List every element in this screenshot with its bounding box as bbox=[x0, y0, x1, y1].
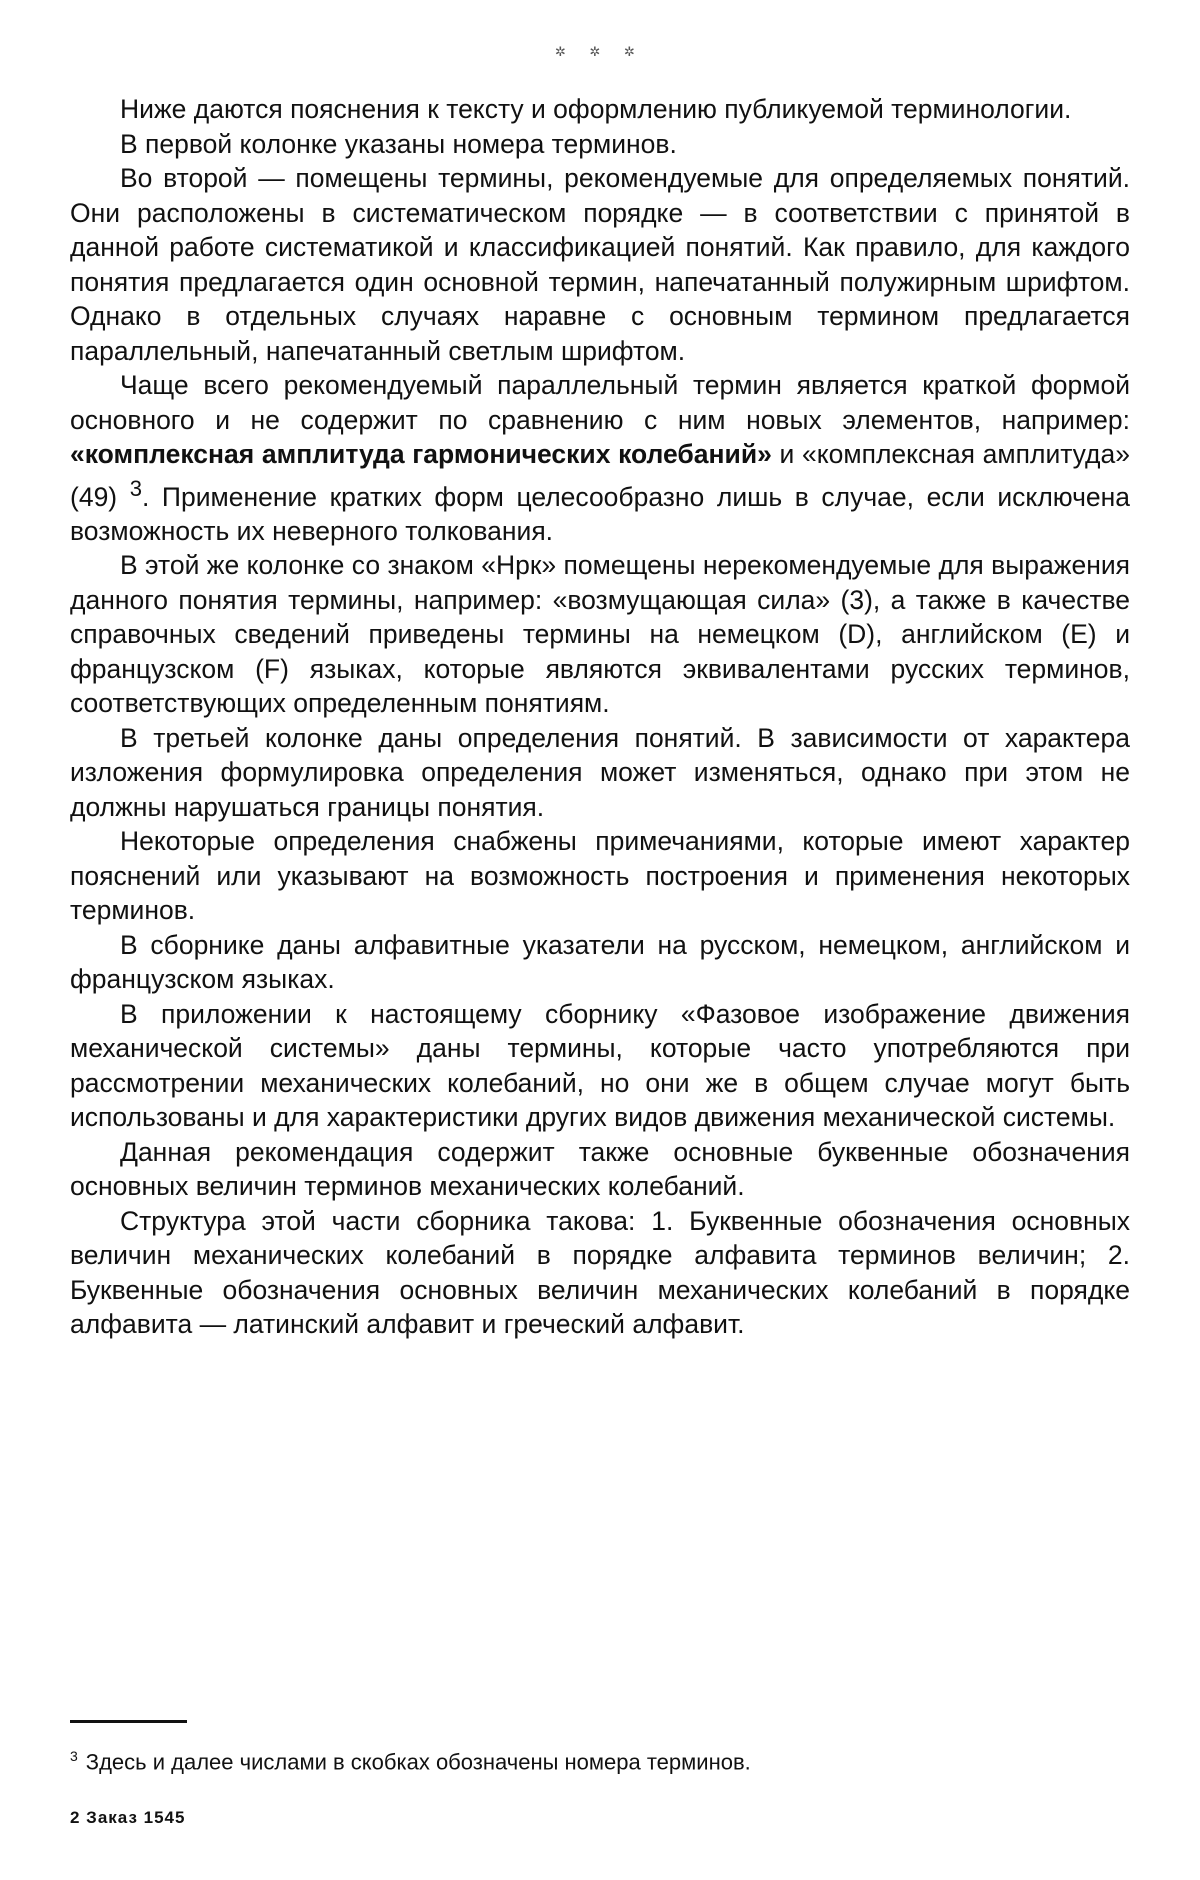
paragraph-notes: Некоторые определения снабжены примечаниями, которые имеют характер пояснений или указывают на возможность построения и применения некоторых терминов. bbox=[70, 826, 1130, 926]
paragraph-appendix: В приложении к настоящему сборнику «Фазовое изображение движения механической системы» даны термины, которые часто употребляются при рассмотрении механических колебаний, но они же в общем случае могут быть использованы и для характеристики других видов движения механической системы. bbox=[70, 998, 1130, 1133]
paragraph-letter-symbols: Данная рекомендация содержит также основные буквенные обозначения основных величин терминов механических колебаний. bbox=[70, 1136, 1130, 1202]
bold-term-example: «комплексная амплитуда гармонических колебаний» bbox=[70, 439, 772, 469]
paragraph-parallel-terms bbox=[70, 368, 1130, 548]
print-order-line: 2 Заказ 1545 bbox=[70, 1808, 186, 1827]
page-ornament: ✲ ✲ ✲ bbox=[555, 44, 645, 59]
footnote-marker: 3 bbox=[70, 1748, 78, 1764]
paragraph-intro: Ниже даются пояснения к тексту и оформлению публикуемой терминологии. bbox=[120, 94, 1072, 124]
paragraph-first-column: В первой колонке указаны номера терминов. bbox=[120, 128, 677, 159]
paragraph-not-recommended: В этой же колонке со знаком «Нрк» помещены нерекомендуемые для выражения данного понятия термины, например: «возмущающая сила» (3), а также в качестве справочных сведений приведены термины на немецком (D), английском (E) и французском (F) языках, которые являются эквивалентами русских терминов, соответствующих определенным понятиям. bbox=[70, 550, 1130, 719]
footnote-divider bbox=[70, 1720, 187, 1723]
paragraph-second-column: Во второй — помещены термины, рекомендуемые для определяемых понятий. Они расположены в систематическом порядке — в соответствии с принятой в данной работе систематикой и классификацией понятий. Как правило, для каждого понятия предлагается один основной термин, напечатанный полужирным шрифтом. Однако в отдельных случаях наравне с основным термином предлагается параллельный, напечатанный светлым шрифтом. bbox=[70, 163, 1130, 366]
paragraph-parallel-terms-b: и «комплексная амплитуда» (49) bbox=[70, 439, 1130, 512]
paragraph-parallel-terms-c: . Применение кратких форм целесообразно лишь в случае, если исключена возможность их неверного толкования. bbox=[70, 481, 1131, 546]
paragraph-structure: Структура этой части сборника такова: 1. Буквенные обозначения основных величин механических колебаний в порядке алфавита терминов величин; 2. Буквенные обозначения основных величин механических колебаний в порядке алфавита — латинский алфавит и греческий алфавит. bbox=[70, 1205, 1130, 1340]
paragraph-indexes: В сборнике даны алфавитные указатели на русском, немецком, английском и французском языках. bbox=[70, 929, 1130, 995]
footnote bbox=[70, 1742, 1130, 1776]
body-text bbox=[70, 92, 1130, 1342]
paragraph-third-column: В третьей колонке даны определения понятий. В зависимости от характера изложения формулировка определения может изменяться, однако при этом не должны нарушаться границы понятия. bbox=[70, 722, 1130, 822]
footnote-text: Здесь и далее числами в скобках обозначены номера терминов. bbox=[85, 1749, 751, 1775]
paragraph-parallel-terms-a: Чаще всего рекомендуемый параллельный термин является краткой формой основного и не содержит по сравнению с ним новых элементов, например: bbox=[70, 370, 1130, 435]
footnote-ref: 3 bbox=[129, 475, 142, 501]
